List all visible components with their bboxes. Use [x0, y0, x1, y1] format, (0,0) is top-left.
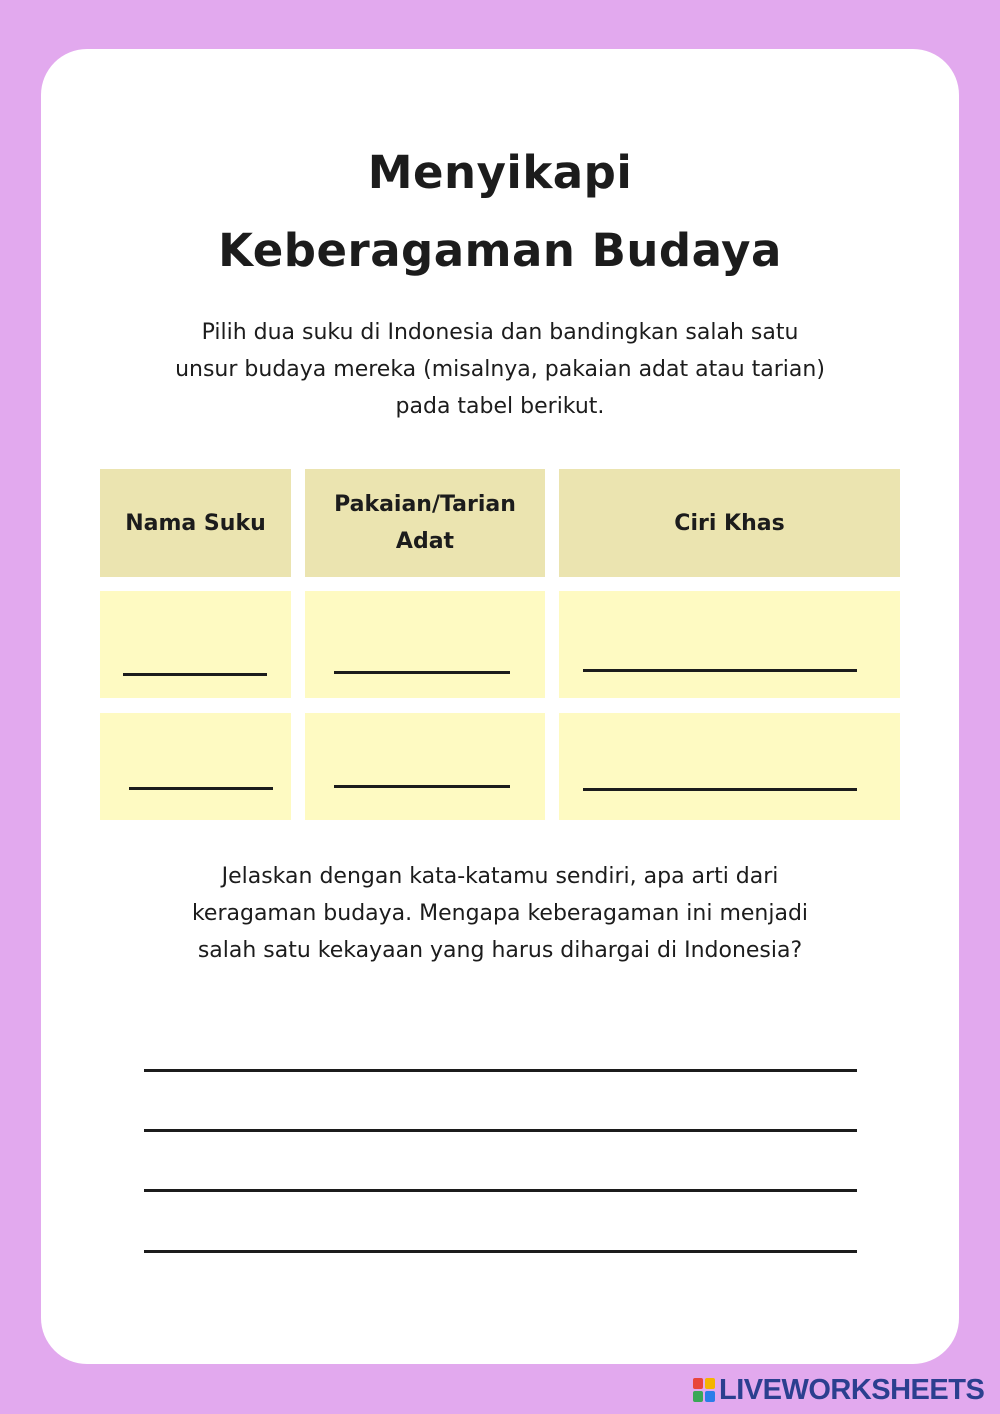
- essay-answer-line-3[interactable]: [144, 1189, 857, 1192]
- answer-blank-row2-ciri[interactable]: [583, 788, 857, 791]
- essay-answer-line-4[interactable]: [144, 1250, 857, 1253]
- liveworksheets-mark-icon: [693, 1378, 715, 1402]
- instruction-essay: [130, 858, 870, 969]
- table-cell-row2-ciri: [559, 713, 900, 820]
- essay-answer-line-2[interactable]: [144, 1129, 857, 1132]
- answer-blank-row2-suku[interactable]: [129, 787, 273, 790]
- table-cell-row1-suku: [100, 591, 291, 698]
- table-cell-row2-pakaian: [305, 713, 545, 820]
- title-line-1: Menyikapi: [367, 146, 633, 199]
- table-header-nama-suku: Nama Suku: [100, 469, 291, 577]
- table-cell-row2-suku: [100, 713, 291, 820]
- instruction-table-line-2: unsur budaya mereka (misalnya, pakaian adat atau tarian): [175, 357, 825, 382]
- instruction-table: [130, 314, 870, 425]
- answer-blank-row1-pakaian[interactable]: [334, 671, 510, 674]
- table-cell-row1-ciri: [559, 591, 900, 698]
- table-header-ciri-khas: Ciri Khas: [559, 469, 900, 577]
- answer-blank-row1-ciri[interactable]: [583, 669, 857, 672]
- liveworksheets-logo: [693, 1373, 985, 1406]
- instruction-essay-line-1: Jelaskan dengan kata-katamu sendiri, apa arti dari: [221, 864, 779, 889]
- table-header-pakaian-tarian: Pakaian/Tarian Adat: [305, 469, 545, 577]
- table-cell-row1-pakaian: [305, 591, 545, 698]
- liveworksheets-brand: LIVEWORKSHEETS: [719, 1373, 985, 1406]
- instruction-table-line-1: Pilih dua suku di Indonesia dan bandingkan salah satu: [201, 320, 799, 345]
- instruction-table-line-3: pada tabel berikut.: [395, 394, 605, 419]
- title-line-2: Keberagaman Budaya: [218, 224, 782, 277]
- answer-blank-row2-pakaian[interactable]: [334, 785, 510, 788]
- essay-answer-line-1[interactable]: [144, 1069, 857, 1072]
- page-title: [0, 134, 1000, 290]
- instruction-essay-line-3: salah satu kekayaan yang harus dihargai di Indonesia?: [197, 938, 803, 963]
- answer-blank-row1-suku[interactable]: [123, 673, 267, 676]
- instruction-essay-line-2: keragaman budaya. Mengapa keberagaman ini menjadi: [191, 901, 809, 926]
